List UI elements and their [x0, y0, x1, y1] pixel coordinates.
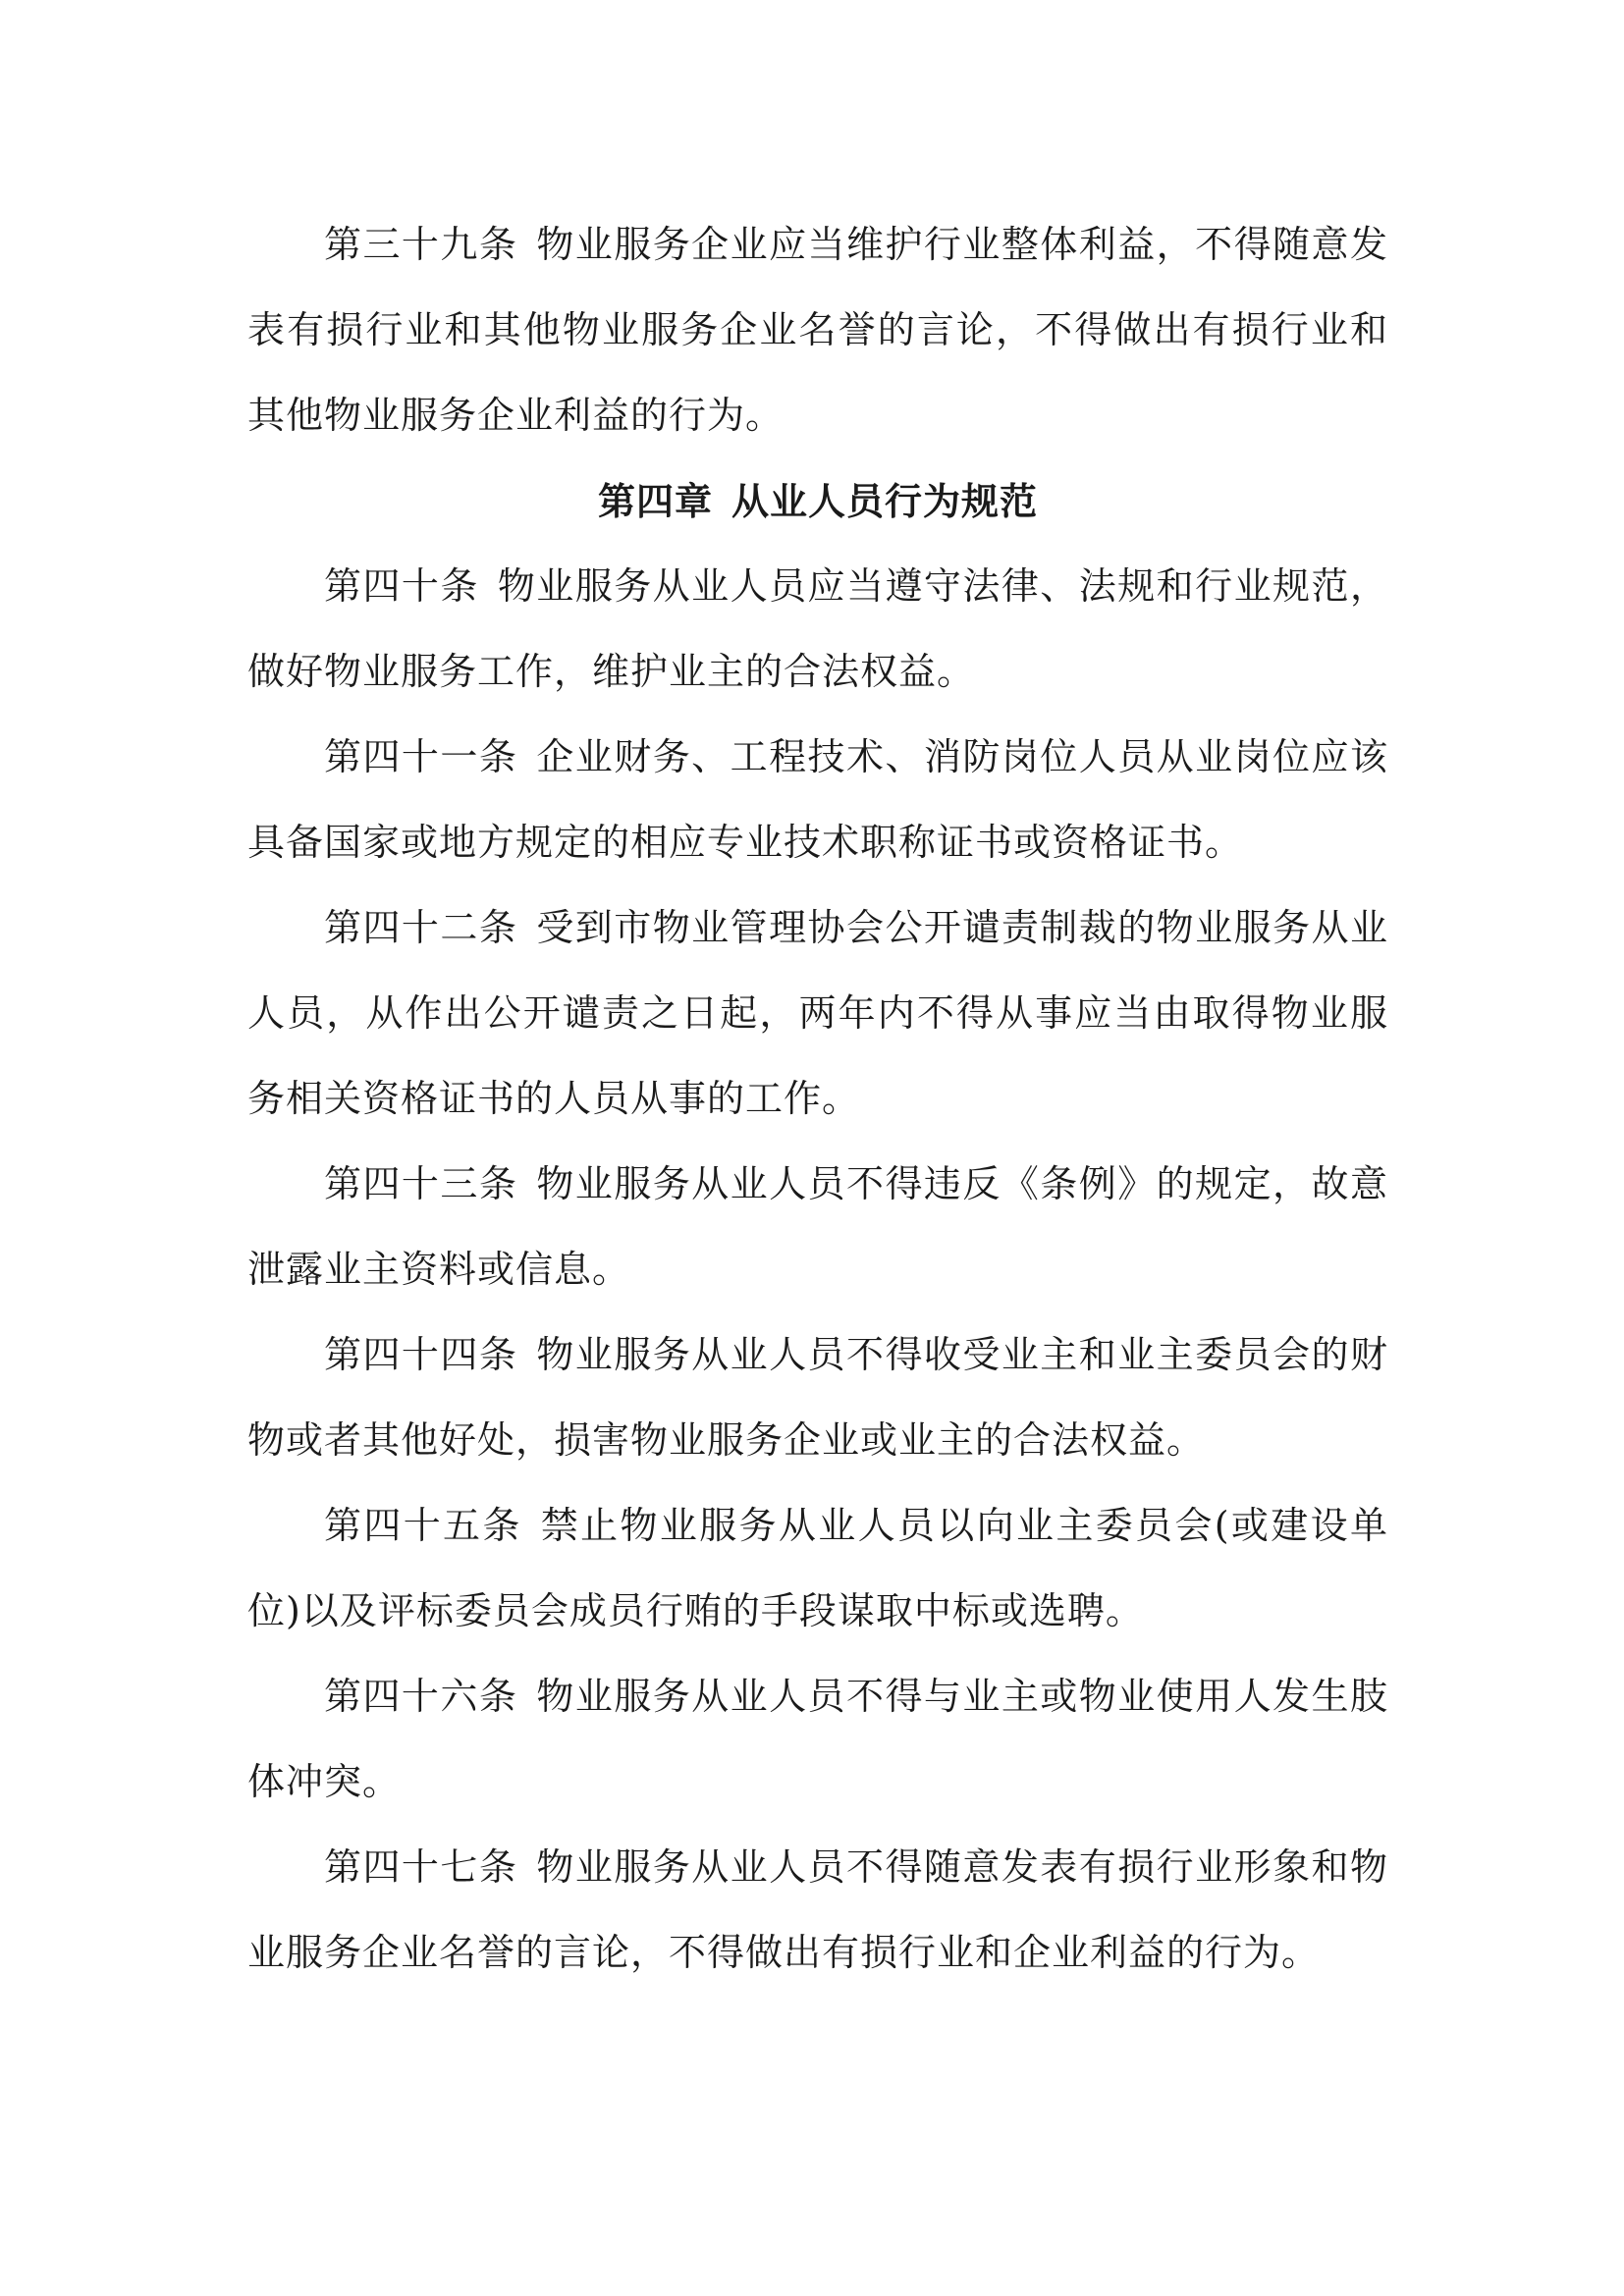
article-text: 物业服务从业人员不得收受业主和业主委员会的财物或者其他好处，损害物业服务企业或业主的合法权益。 — [247, 1333, 1388, 1462]
article-42 — [247, 885, 1388, 1142]
article-number: 第三十九条 — [324, 223, 518, 266]
document-body — [247, 202, 1388, 1996]
article-text: 物业服务从业人员不得违反《条例》的规定，故意泄露业主资料或信息。 — [247, 1162, 1388, 1291]
article-number: 第四十二条 — [324, 906, 518, 949]
article-44 — [247, 1312, 1388, 1483]
article-text: 物业服务企业应当维护行业整体利益，不得随意发表有损行业和其他物业服务企业名誉的言论，不得做出有损行业和其他物业服务企业利益的行为。 — [247, 223, 1388, 437]
article-text: 物业服务从业人员不得与业主或物业使用人发生肢体冲突。 — [247, 1675, 1388, 1803]
article-47 — [247, 1825, 1388, 1996]
article-text: 物业服务从业人员不得随意发表有损行业形象和物业服务企业名誉的言论，不得做出有损行业和企业利益的行为。 — [247, 1845, 1388, 1974]
article-text: 企业财务、工程技术、消防岗位人员从业岗位应该具备国家或地方规定的相应专业技术职称证书或资格证书。 — [247, 735, 1388, 864]
article-40 — [247, 544, 1388, 715]
article-text: 禁止物业服务从业人员以向业主委员会(或建设单位)以及评标委员会成员行贿的手段谋取中标或选聘。 — [247, 1504, 1388, 1632]
article-text: 物业服务从业人员应当遵守法律、法规和行业规范，做好物业服务工作，维护业主的合法权益。 — [247, 564, 1388, 693]
chapter-title: 从业人员行为规范 — [731, 479, 1039, 523]
article-43 — [247, 1142, 1388, 1312]
article-number: 第四十六条 — [324, 1675, 518, 1718]
article-number: 第四十条 — [324, 564, 479, 608]
article-39 — [247, 202, 1388, 458]
article-number: 第四十三条 — [324, 1162, 518, 1205]
article-41 — [247, 715, 1388, 885]
article-46 — [247, 1654, 1388, 1825]
chapter-heading — [247, 458, 1388, 544]
article-text: 受到市物业管理协会公开谴责制裁的物业服务从业人员，从作出公开谴责之日起，两年内不得从事应当由取得物业服务相关资格证书的人员从事的工作。 — [247, 906, 1388, 1120]
article-number: 第四十五条 — [324, 1504, 522, 1547]
article-number: 第四十一条 — [324, 735, 518, 778]
article-number: 第四十四条 — [324, 1333, 518, 1376]
article-number: 第四十七条 — [324, 1845, 518, 1889]
article-45 — [247, 1483, 1388, 1654]
chapter-number: 第四章 — [597, 479, 713, 523]
